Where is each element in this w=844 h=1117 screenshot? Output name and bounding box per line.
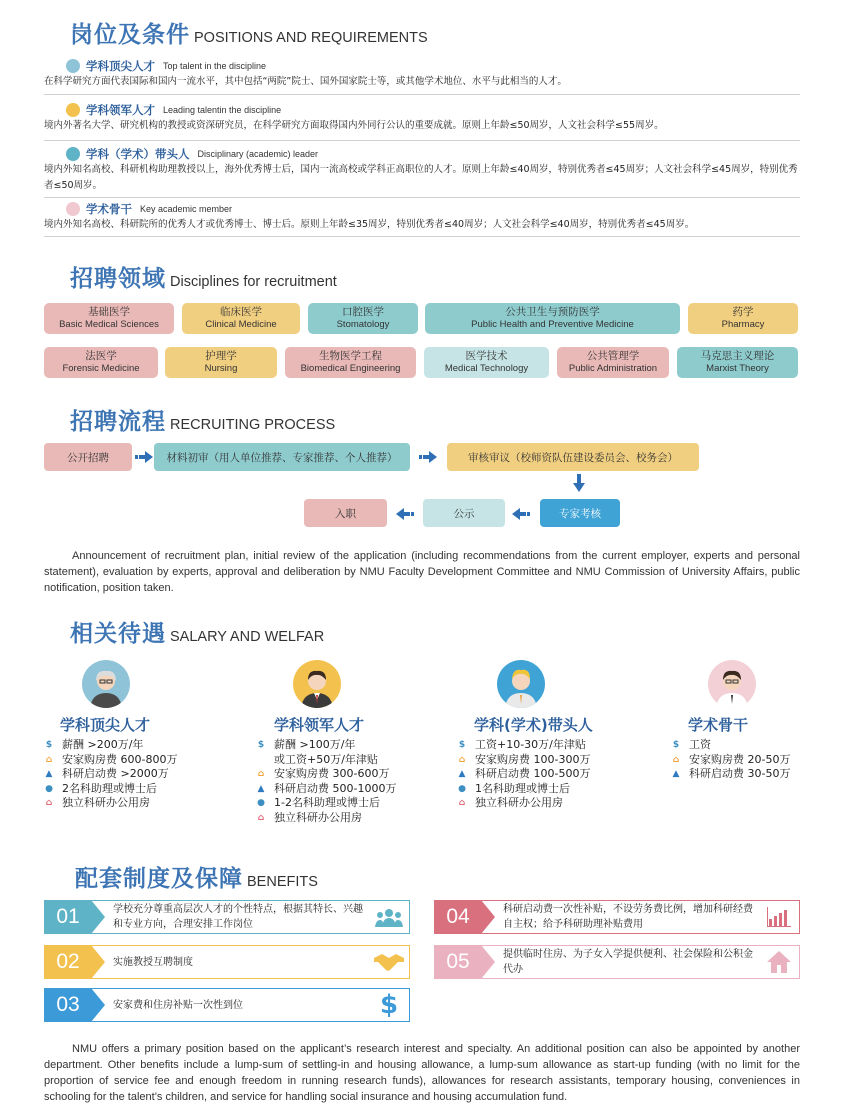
benefit-number: 03 (45, 989, 91, 1021)
discipline-en: Forensic Medicine (62, 363, 140, 374)
flask-icon: ▲ (257, 783, 265, 794)
item-text: 安家购房费 300-600万 (274, 767, 390, 780)
discipline-en: Marxist Theory (706, 363, 769, 374)
position-item (44, 201, 800, 237)
item-text: 1名科助理或博士后 (475, 781, 570, 795)
benefit-number: 02 (45, 946, 91, 978)
salary-title-en: SALARY AND WELFAR (170, 629, 325, 645)
disciplines-title-zh: 招聘领域 (70, 266, 166, 292)
salary-list (457, 738, 590, 811)
list-item (457, 753, 590, 768)
discipline-en: Public Administration (568, 363, 658, 374)
position-title-en: Key academic member (140, 204, 233, 214)
discipline-zh: 口腔医学 (342, 306, 384, 318)
list-item (44, 767, 177, 782)
list-item (256, 738, 396, 753)
discipline-tag (424, 347, 549, 378)
position-title-en: Top talent in the discipline (163, 61, 267, 71)
item-text: 或工资+50万/年津贴 (274, 752, 378, 766)
process-description: Announcement of recruitment plan, initial review of the application (including recommendations from the current employer, experts and personal statement), evaluation by experts, approval and deliberation by NMU Faculty Development Committee and NMU Commission of University Affairs, public notification, position taken. (44, 550, 800, 594)
discipline-tag (285, 347, 416, 378)
item-text: 2名科助理或博士后 (62, 781, 157, 795)
process-title (70, 403, 335, 436)
businessman-avatar-icon (293, 660, 341, 708)
list-item (457, 796, 590, 811)
position-item (44, 102, 800, 141)
arrow-left-icon (396, 508, 414, 520)
item-text: 薪酬 >200万/年 (62, 738, 144, 751)
discipline-en: Public Health and Preventive Medicine (471, 319, 634, 330)
house-icon: ⌂ (45, 754, 53, 765)
list-item (256, 796, 396, 811)
process-step: 材料初审（用人单位推荐、专家推荐、个人推荐） (154, 443, 410, 471)
item-text: 安家购房费 100-300万 (475, 752, 591, 766)
avatar (497, 660, 545, 708)
salary-list (671, 738, 790, 782)
salary-list (256, 738, 396, 825)
item-text: 独立科研办公用房 (475, 796, 563, 809)
list-item (457, 782, 590, 797)
positions-title (70, 16, 428, 49)
benefit-item (434, 900, 800, 934)
discipline-en: Basic Medical Sciences (59, 319, 159, 330)
dollar-icon: $ (45, 740, 53, 750)
process-step: 公示 (423, 499, 505, 527)
chevron-shape (91, 945, 105, 979)
arrow-right-icon (135, 451, 153, 463)
dollar-icon: $ (257, 740, 265, 750)
benefit-item (434, 945, 800, 979)
item-text: 薪酬 >100万/年 (274, 738, 356, 751)
list-item (44, 753, 177, 768)
avatar (82, 660, 130, 708)
item-text: 安家购房费 20-50万 (689, 752, 791, 766)
position-title-en: Leading talentin the discipline (163, 105, 282, 115)
arrow-left-icon (512, 508, 530, 520)
position-title: 学科顶尖人才 (86, 59, 155, 73)
item-text: 工资+10-30万/年津贴 (475, 738, 586, 751)
benefit-text: 提供临时住房、为子女入学提供便利、社会保险和公积金代办 (503, 949, 753, 975)
process-step: 专家考核 (540, 499, 620, 527)
group-icon (369, 907, 409, 927)
benefits-title-zh: 配套制度及保障 (75, 866, 243, 892)
list-item (457, 767, 590, 782)
position-title: 学术骨干 (86, 202, 132, 216)
people-icon: ● (257, 798, 265, 808)
discipline-zh: 生物医学工程 (319, 350, 382, 362)
list-item (256, 753, 396, 768)
benefit-text: 学校充分尊重高层次人才的个性特点，根据其特长、兴趣和专业方向，合理安排工作岗位 (113, 904, 363, 930)
discipline-tag (688, 303, 798, 334)
position-description: 境内外知名高校、科研院所的优秀人才或优秀博士、博士后。原则上年龄≤35周岁，特别优秀者≤40周岁；人文社会科学≤40周岁，特别优秀者≤45周岁。 (44, 219, 695, 230)
benefit-number: 01 (45, 901, 91, 933)
benefit-item (44, 900, 410, 934)
discipline-en: Stomatology (336, 319, 390, 330)
item-text: 独立科研办公用房 (62, 796, 150, 809)
benefit-item (44, 988, 410, 1022)
dollar-icon: $ (458, 740, 466, 750)
dollar-icon: $ (379, 990, 399, 1020)
list-item (671, 738, 790, 753)
house-icon: ⌂ (458, 754, 466, 765)
discipline-en: Pharmacy (721, 319, 765, 330)
discipline-tag (308, 303, 418, 334)
avatar-icon (66, 103, 80, 117)
discipline-tag (165, 347, 277, 378)
discipline-tag (677, 347, 798, 378)
discipline-zh: 医学技术 (465, 350, 508, 362)
position-item (44, 58, 800, 95)
scholar-avatar-icon (708, 660, 756, 708)
benefit-number: 05 (435, 946, 481, 978)
discipline-zh: 法医学 (85, 350, 117, 362)
arrow-down-icon (573, 474, 585, 492)
house-icon: ⌂ (672, 754, 680, 765)
discipline-en: Clinical Medicine (205, 319, 277, 330)
arrow-right-icon (419, 451, 437, 463)
discipline-en: Nursing (204, 363, 238, 374)
list-item (44, 782, 177, 797)
leader-avatar-icon (497, 660, 545, 708)
process-step: 审核审议（校师资队伍建设委员会、校务会） (447, 443, 699, 471)
avatar-icon (66, 147, 80, 161)
list-item (44, 738, 177, 753)
list-item (671, 753, 790, 768)
discipline-zh: 公共管理学 (586, 350, 640, 362)
benefit-text: 实施教授互聘制度 (113, 956, 193, 968)
discipline-en: Biomedical Engineering (300, 363, 401, 374)
list-item (457, 738, 590, 753)
benefit-text: 科研启动费一次性补贴，不设劳务费比例，增加科研经费自主权；给予科研助理补贴费用 (503, 904, 753, 930)
position-description: 境内外知名高校、科研机构助理教授以上，海外优秀博士后，国内一流高校或学科正高职位的人才。原则上年龄≤40周岁，特别优秀者≤45周岁；人文社会科学≤45周岁，特别优秀者≤50周岁。 (44, 164, 798, 191)
flask-icon: ▲ (458, 769, 466, 779)
handshake-icon (369, 952, 409, 972)
positions-title-zh: 岗位及条件 (70, 22, 190, 48)
discipline-tag (44, 303, 174, 334)
dollar-icon: $ (672, 740, 680, 750)
discipline-tag (182, 303, 300, 334)
position-description: 在科学研究方面代表国际和国内一流水平，其中包括“两院”院士、国外国家院士等，或其他学术地位、水平与此相当的人才。 (44, 76, 567, 87)
list-item (256, 811, 396, 826)
people-icon: ● (45, 783, 53, 794)
discipline-tag (557, 347, 669, 378)
position-item (44, 146, 800, 198)
discipline-zh: 基础医学 (88, 306, 130, 318)
position-title: 学科领军人才 (86, 103, 155, 117)
discipline-zh: 公共卫生与预防医学 (505, 306, 600, 318)
salary-title (70, 615, 324, 648)
home-icon: ⌂ (257, 812, 265, 823)
flask-icon: ▲ (672, 769, 680, 779)
benefits-description: NMU offers a primary position based on the applicant’s research interest and specialty. An additional position can also be appointed by another department. Other benefits include a lump-sum of settling-in and housing allowance, a lump-sum allowance as start-up funding (with no limit for the proportion of service fee and enough freedom in running research funds), allowances for research assistants, temporary housing, conveniences in schooling for the talent’s children, and service for handling social insurance and housing accumulation fund. (44, 1043, 800, 1103)
avatar-icon (66, 59, 80, 73)
list-item (671, 767, 790, 782)
discipline-en: Medical Technology (444, 363, 529, 374)
benefits-title (75, 860, 318, 893)
avatar-icon (66, 202, 80, 216)
item-text: 科研启动费 100-500万 (475, 767, 591, 780)
discipline-zh: 药学 (732, 306, 754, 318)
benefits-title-en: BENEFITS (247, 874, 318, 890)
flask-icon: ▲ (45, 769, 53, 779)
process-title-en: RECRUITING PROCESS (170, 417, 336, 433)
chevron-shape (91, 988, 105, 1022)
disciplines-title-en: Disciplines for recruitment (170, 274, 337, 290)
benefit-number: 04 (435, 901, 481, 933)
benefit-text: 安家费和住房补贴一次性到位 (113, 999, 243, 1011)
item-text: 独立科研办公用房 (274, 810, 362, 824)
positions-title-en: POSITIONS AND REQUIREMENTS (194, 30, 428, 46)
list-item (256, 782, 396, 797)
process-title-zh: 招聘流程 (70, 409, 166, 435)
avatar (708, 660, 756, 708)
position-title-en: Disciplinary (academic) leader (197, 149, 319, 159)
discipline-tag (44, 347, 158, 378)
home-icon: ⌂ (458, 798, 466, 808)
chevron-shape (481, 945, 495, 979)
chevron-shape (481, 900, 495, 934)
position-title: 学科（学术）带头人 (86, 147, 190, 161)
discipline-zh: 马克思主义理论 (700, 350, 775, 362)
item-text: 工资 (689, 738, 711, 751)
home-icon (759, 951, 799, 973)
salary-group-title: 学科顶尖人才 (60, 716, 151, 734)
bar-chart-icon (759, 907, 799, 927)
position-description: 境内外著名大学、研究机构的教授或资深研究员，在科学研究方面取得国内外同行公认的重要成就。原则上年龄≤50周岁，人文社会科学≤55周岁。 (44, 120, 664, 131)
salary-group-title: 学科(学术)带头人 (474, 716, 593, 734)
discipline-zh: 护理学 (205, 350, 237, 362)
elder-avatar-icon (82, 660, 130, 708)
chevron-shape (91, 900, 105, 934)
item-text: 安家购房费 600-800万 (62, 752, 178, 766)
home-icon: ⌂ (45, 798, 53, 808)
item-text: 科研启动费 30-50万 (689, 767, 791, 780)
disciplines-title (70, 260, 337, 293)
item-text: 1-2名科助理或博士后 (274, 796, 380, 809)
item-text: 科研启动费 >2000万 (62, 767, 169, 780)
benefit-item (44, 945, 410, 979)
process-step: 入职 (304, 499, 387, 527)
salary-list (44, 738, 177, 811)
avatar (293, 660, 341, 708)
people-icon: ● (458, 783, 466, 794)
salary-group-title: 学术骨干 (688, 716, 749, 734)
process-step: 公开招聘 (44, 443, 132, 471)
discipline-tag (425, 303, 680, 334)
salary-title-zh: 相关待遇 (70, 621, 166, 647)
house-icon: ⌂ (257, 769, 265, 779)
salary-group-title: 学科领军人才 (274, 716, 365, 734)
list-item (256, 767, 396, 782)
item-text: 科研启动费 500-1000万 (274, 781, 397, 795)
list-item (44, 796, 177, 811)
discipline-zh: 临床医学 (220, 306, 262, 318)
